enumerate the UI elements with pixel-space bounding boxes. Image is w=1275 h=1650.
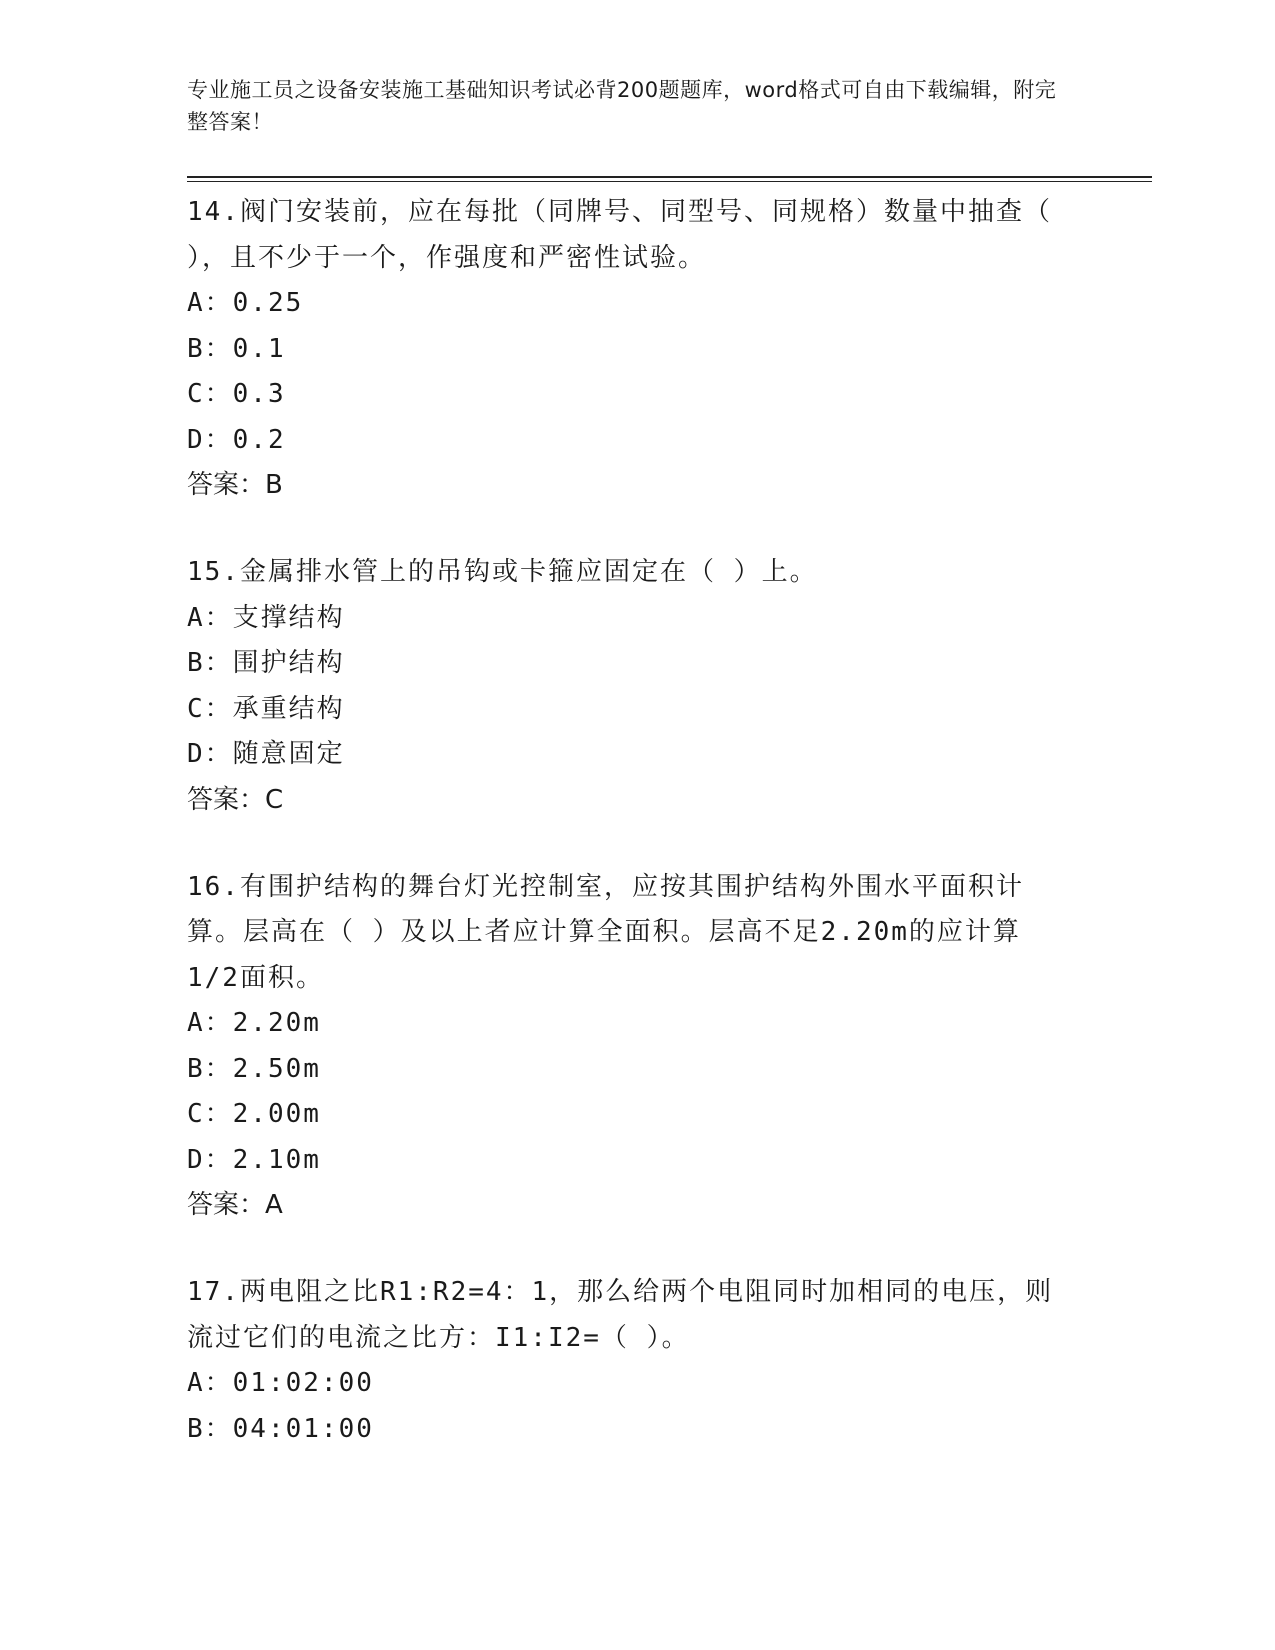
option-d: D：0.2 [187,424,286,455]
option-b: B：围护结构 [187,648,345,678]
question-list [187,190,1087,1494]
option-d: D：2.10m [187,1144,321,1175]
option-b: B：2.50m [187,1053,321,1084]
option-c: C：承重结构 [187,693,345,724]
option-c: C：0.3 [187,379,286,409]
question-14 [187,190,1087,508]
question-17 [187,1270,1087,1452]
option-a: A：0.25 [187,288,304,318]
header-rule-thick [187,176,1152,178]
question-15 [187,550,1087,823]
answer: 答案：C [187,784,284,815]
question-text: 17.两电阻之比R1:R2=4：1，那么给两个电阻同时加相同的电压，则流过它们的电流之比方：I1:I2=（ ）。 [187,1277,1054,1353]
question-text: 14.阀门安装前，应在每批（同牌号、同型号、同规格）数量中抽查（ ），且不少于一个，作强度和严密性试验。 [187,197,1052,273]
header-rule-thin [187,181,1152,182]
option-b: B：0.1 [187,333,286,364]
option-b: B：04:01:00 [187,1413,374,1444]
question-16 [187,865,1087,1229]
answer: 答案：A [187,1190,283,1220]
option-a: A：2.20m [187,1008,321,1038]
document-header: 专业施工员之设备安装施工基础知识考试必背200题题库，word格式可自由下载编辑，附完整答案！ [187,78,1057,134]
option-d: D：随意固定 [187,739,345,769]
question-text: 15.金属排水管上的吊钩或卡箍应固定在（ ）上。 [187,557,818,587]
option-a: A：支撑结构 [187,602,345,633]
option-c: C：2.00m [187,1099,321,1129]
option-a: A：01:02:00 [187,1368,374,1398]
answer: 答案：B [187,470,283,500]
question-text: 16.有围护结构的舞台灯光控制室，应按其围护结构外围水平面积计算。层高在（ ）及以上者应计算全面积。层高不足2.20m的应计算1/2面积。 [187,871,1024,993]
